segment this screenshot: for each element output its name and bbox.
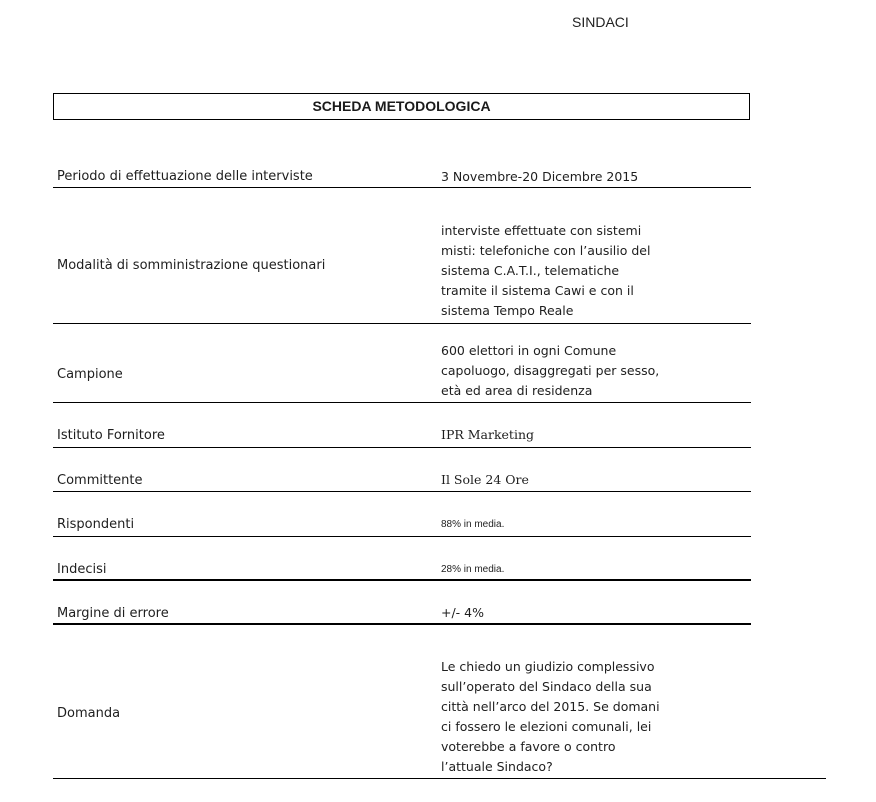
row-label-committente: Committente bbox=[57, 473, 143, 488]
row-value-committente: Il Sole 24 Ore bbox=[441, 472, 529, 487]
row-label-periodo: Periodo di effettuazione delle interviste bbox=[57, 169, 313, 184]
row-value-campione bbox=[441, 341, 666, 401]
row-value-domanda bbox=[441, 657, 666, 777]
value-line: voterebbe a favore o contro bbox=[441, 739, 616, 754]
value-line: ci fossero le elezioni comunali, lei bbox=[441, 719, 652, 734]
row-divider bbox=[53, 623, 751, 625]
row-value-indecisi: 28% in media. bbox=[441, 564, 505, 575]
row-divider bbox=[53, 491, 751, 492]
row-divider bbox=[53, 579, 751, 581]
value-line: capoluogo, disaggregati per sesso, bbox=[441, 363, 660, 378]
value-line: età ed area di residenza bbox=[441, 383, 593, 398]
value-line: sistema C.A.T.I., telematiche bbox=[441, 263, 620, 278]
row-divider bbox=[53, 402, 751, 403]
methodology-title: SCHEDA METODOLOGICA bbox=[53, 93, 750, 120]
value-line: tramite il sistema Cawi e con il bbox=[441, 283, 634, 298]
row-label-istituto: Istituto Fornitore bbox=[57, 428, 165, 443]
row-divider bbox=[53, 778, 826, 779]
row-label-campione: Campione bbox=[57, 367, 123, 382]
row-divider bbox=[53, 323, 751, 324]
row-value-rispondenti: 88% in media. bbox=[441, 519, 505, 530]
value-line: sistema Tempo Reale bbox=[441, 303, 574, 318]
row-value-margine: +/- 4% bbox=[441, 605, 484, 620]
row-value-istituto: IPR Marketing bbox=[441, 427, 535, 442]
row-divider bbox=[53, 447, 751, 448]
row-label-rispondenti: Rispondenti bbox=[57, 517, 135, 532]
row-label-domanda: Domanda bbox=[57, 706, 121, 721]
document-header-label: SINDACI bbox=[572, 14, 629, 30]
row-value-modalita bbox=[441, 221, 666, 321]
value-line: misti: telefoniche con l’ausilio del bbox=[441, 243, 651, 258]
row-label-indecisi: Indecisi bbox=[57, 562, 107, 577]
value-line: 600 elettori in ogni Comune bbox=[441, 343, 617, 358]
value-line: città nell’arco del 2015. Se domani bbox=[441, 699, 660, 714]
row-label-margine: Margine di errore bbox=[57, 606, 169, 621]
row-divider bbox=[53, 187, 751, 188]
value-line: sull’operato del Sindaco della sua bbox=[441, 679, 652, 694]
row-value-periodo: 3 Novembre-20 Dicembre 2015 bbox=[441, 169, 639, 184]
value-line: interviste effettuate con sistemi bbox=[441, 223, 642, 238]
value-line: l’attuale Sindaco? bbox=[441, 759, 553, 774]
value-line: Le chiedo un giudizio complessivo bbox=[441, 659, 655, 674]
row-label-modalita: Modalità di somministrazione questionari bbox=[57, 258, 326, 273]
row-divider bbox=[53, 536, 751, 537]
